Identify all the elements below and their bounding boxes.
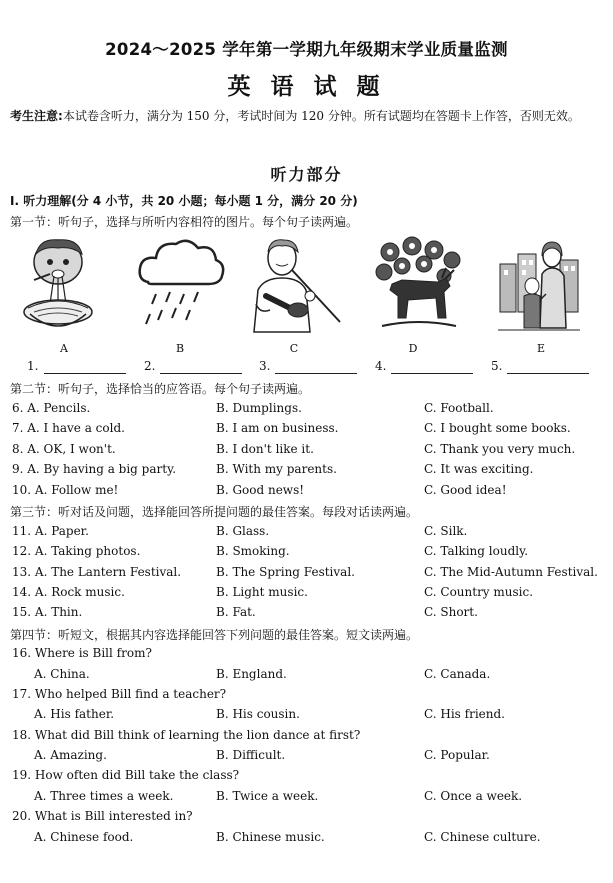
question-19-text: 19. How often did Bill take the class? bbox=[12, 768, 240, 782]
question-10-option-a[interactable]: 10. A. Follow me! bbox=[12, 483, 119, 497]
question-8-option-b[interactable]: B. I don't like it. bbox=[216, 442, 314, 456]
subsection-4-instruction: 第四节：听短文，根据其内容选择能回答下列问题的最佳答案。短文读两遍。 bbox=[10, 628, 419, 642]
exam-title: 2024～2025 学年第一学期九年级期末学业质量监测 bbox=[105, 40, 508, 59]
question-6-option-c[interactable]: C. Football. bbox=[424, 401, 494, 415]
question-13-option-b[interactable]: B. The Spring Festival. bbox=[216, 565, 355, 579]
question-7-option-b[interactable]: B. I am on business. bbox=[216, 421, 339, 435]
question-9-option-c[interactable]: C. It was exciting. bbox=[424, 462, 534, 476]
question-20-text: 20. What is Bill interested in? bbox=[12, 809, 193, 823]
answer-blank-3[interactable] bbox=[275, 361, 357, 374]
question-11-option-b[interactable]: B. Glass. bbox=[216, 524, 270, 538]
question-19-option-a[interactable]: A. Three times a week. bbox=[34, 789, 174, 803]
question-17-text: 17. Who helped Bill find a teacher? bbox=[12, 687, 227, 701]
question-6-option-b[interactable]: B. Dumplings. bbox=[216, 401, 302, 415]
picture-label-a: A bbox=[60, 342, 68, 355]
question-8-option-c[interactable]: C. Thank you very much. bbox=[424, 442, 576, 456]
question-13-option-a[interactable]: 13. A. The Lantern Festival. bbox=[12, 565, 182, 579]
question-20-option-c[interactable]: C. Chinese culture. bbox=[424, 830, 541, 844]
question-18-option-b[interactable]: B. Difficult. bbox=[216, 748, 286, 762]
question-15-option-a[interactable]: 15. A. Thin. bbox=[12, 605, 83, 619]
picture-label-d: D bbox=[408, 342, 418, 355]
answer-blank-4[interactable] bbox=[391, 361, 473, 374]
question-18-option-a[interactable]: A. Amazing. bbox=[34, 748, 107, 762]
blank-number-4: 4. bbox=[375, 359, 387, 373]
question-18-option-c[interactable]: C. Popular. bbox=[424, 748, 490, 762]
question-10-option-b[interactable]: B. Good news! bbox=[216, 483, 305, 497]
question-10-option-c[interactable]: C. Good idea! bbox=[424, 483, 507, 497]
question-9-option-a[interactable]: 9. A. By having a big party. bbox=[12, 462, 177, 476]
subsection-3-instruction: 第三节：听对话及问题，选择能回答所提问题的最佳答案。每段对话读两遍。 bbox=[10, 505, 419, 519]
question-11-option-c[interactable]: C. Silk. bbox=[424, 524, 468, 538]
notice-label: 考生注意: bbox=[10, 109, 63, 123]
section-title: 听力部分 bbox=[270, 165, 343, 184]
question-14-option-b[interactable]: B. Light music. bbox=[216, 585, 308, 599]
question-20-option-a[interactable]: A. Chinese food. bbox=[34, 830, 134, 844]
answer-blank-1[interactable] bbox=[44, 361, 126, 374]
question-12-option-c[interactable]: C. Talking loudly. bbox=[424, 544, 529, 558]
mother-and-child-icon bbox=[496, 234, 582, 334]
question-7-option-a[interactable]: 7. A. I have a cold. bbox=[12, 421, 125, 435]
question-17-option-a[interactable]: A. His father. bbox=[34, 707, 115, 721]
question-15-option-b[interactable]: B. Fat. bbox=[216, 605, 256, 619]
question-17-option-b[interactable]: B. His cousin. bbox=[216, 707, 300, 721]
question-17-option-c[interactable]: C. His friend. bbox=[424, 707, 505, 721]
answer-blank-2[interactable] bbox=[160, 361, 242, 374]
question-9-option-b[interactable]: B. With my parents. bbox=[216, 462, 337, 476]
blank-number-3: 3. bbox=[259, 359, 271, 373]
man-playing-violin-icon bbox=[236, 234, 348, 334]
picture-label-b: B bbox=[175, 342, 185, 355]
question-19-option-b[interactable]: B. Twice a week. bbox=[216, 789, 319, 803]
subject-title: 英 语 试 题 bbox=[227, 74, 386, 100]
question-14-option-c[interactable]: C. Country music. bbox=[424, 585, 534, 599]
question-15-option-c[interactable]: C. Short. bbox=[424, 605, 478, 619]
subsection-1-instruction: 第一节：听句子，选择与所听内容相符的图片。每个句子读两遍。 bbox=[10, 215, 359, 229]
rain-cloud-icon bbox=[136, 234, 226, 334]
subsection-2-instruction: 第二节：听句子，选择恰当的应答语。每个句子读两遍。 bbox=[10, 382, 311, 396]
blank-number-2: 2. bbox=[144, 359, 156, 373]
question-19-option-c[interactable]: C. Once a week. bbox=[424, 789, 523, 803]
exam-notice bbox=[10, 106, 602, 127]
question-14-option-a[interactable]: 14. A. Rock music. bbox=[12, 585, 125, 599]
question-18-text: 18. What did Bill think of learning the lion dance at first? bbox=[12, 728, 361, 742]
picture-label-c: C bbox=[289, 342, 299, 355]
part-heading: Ⅰ. 听力理解(分 4 小节，共 20 小题；每小题 1 分，满分 20 分) bbox=[10, 194, 358, 208]
blank-number-5: 5. bbox=[491, 359, 503, 373]
picture-label-e: E bbox=[536, 342, 546, 355]
question-6-option-a[interactable]: 6. A. Pencils. bbox=[12, 401, 91, 415]
paper-cutting-icon bbox=[372, 234, 464, 334]
question-12-option-a[interactable]: 12. A. Taking photos. bbox=[12, 544, 141, 558]
question-13-option-c[interactable]: C. The Mid-Autumn Festival. bbox=[424, 565, 598, 579]
question-7-option-c[interactable]: C. I bought some books. bbox=[424, 421, 571, 435]
answer-blank-5[interactable] bbox=[507, 361, 589, 374]
boy-eating-noodles-icon bbox=[20, 234, 96, 334]
question-16-text: 16. Where is Bill from? bbox=[12, 646, 152, 660]
blank-number-1: 1. bbox=[27, 359, 39, 373]
question-16-option-c[interactable]: C. Canada. bbox=[424, 667, 491, 681]
question-8-option-a[interactable]: 8. A. OK, I won't. bbox=[12, 442, 116, 456]
question-12-option-b[interactable]: B. Smoking. bbox=[216, 544, 290, 558]
question-16-option-a[interactable]: A. China. bbox=[34, 667, 90, 681]
notice-text: 本试卷含听力，满分为 150 分，考试时间为 120 分钟。所有试题均在答题卡上作答，否则无效。 bbox=[62, 109, 580, 123]
question-11-option-a[interactable]: 11. A. Paper. bbox=[12, 524, 89, 538]
question-20-option-b[interactable]: B. Chinese music. bbox=[216, 830, 325, 844]
question-16-option-b[interactable]: B. England. bbox=[216, 667, 287, 681]
